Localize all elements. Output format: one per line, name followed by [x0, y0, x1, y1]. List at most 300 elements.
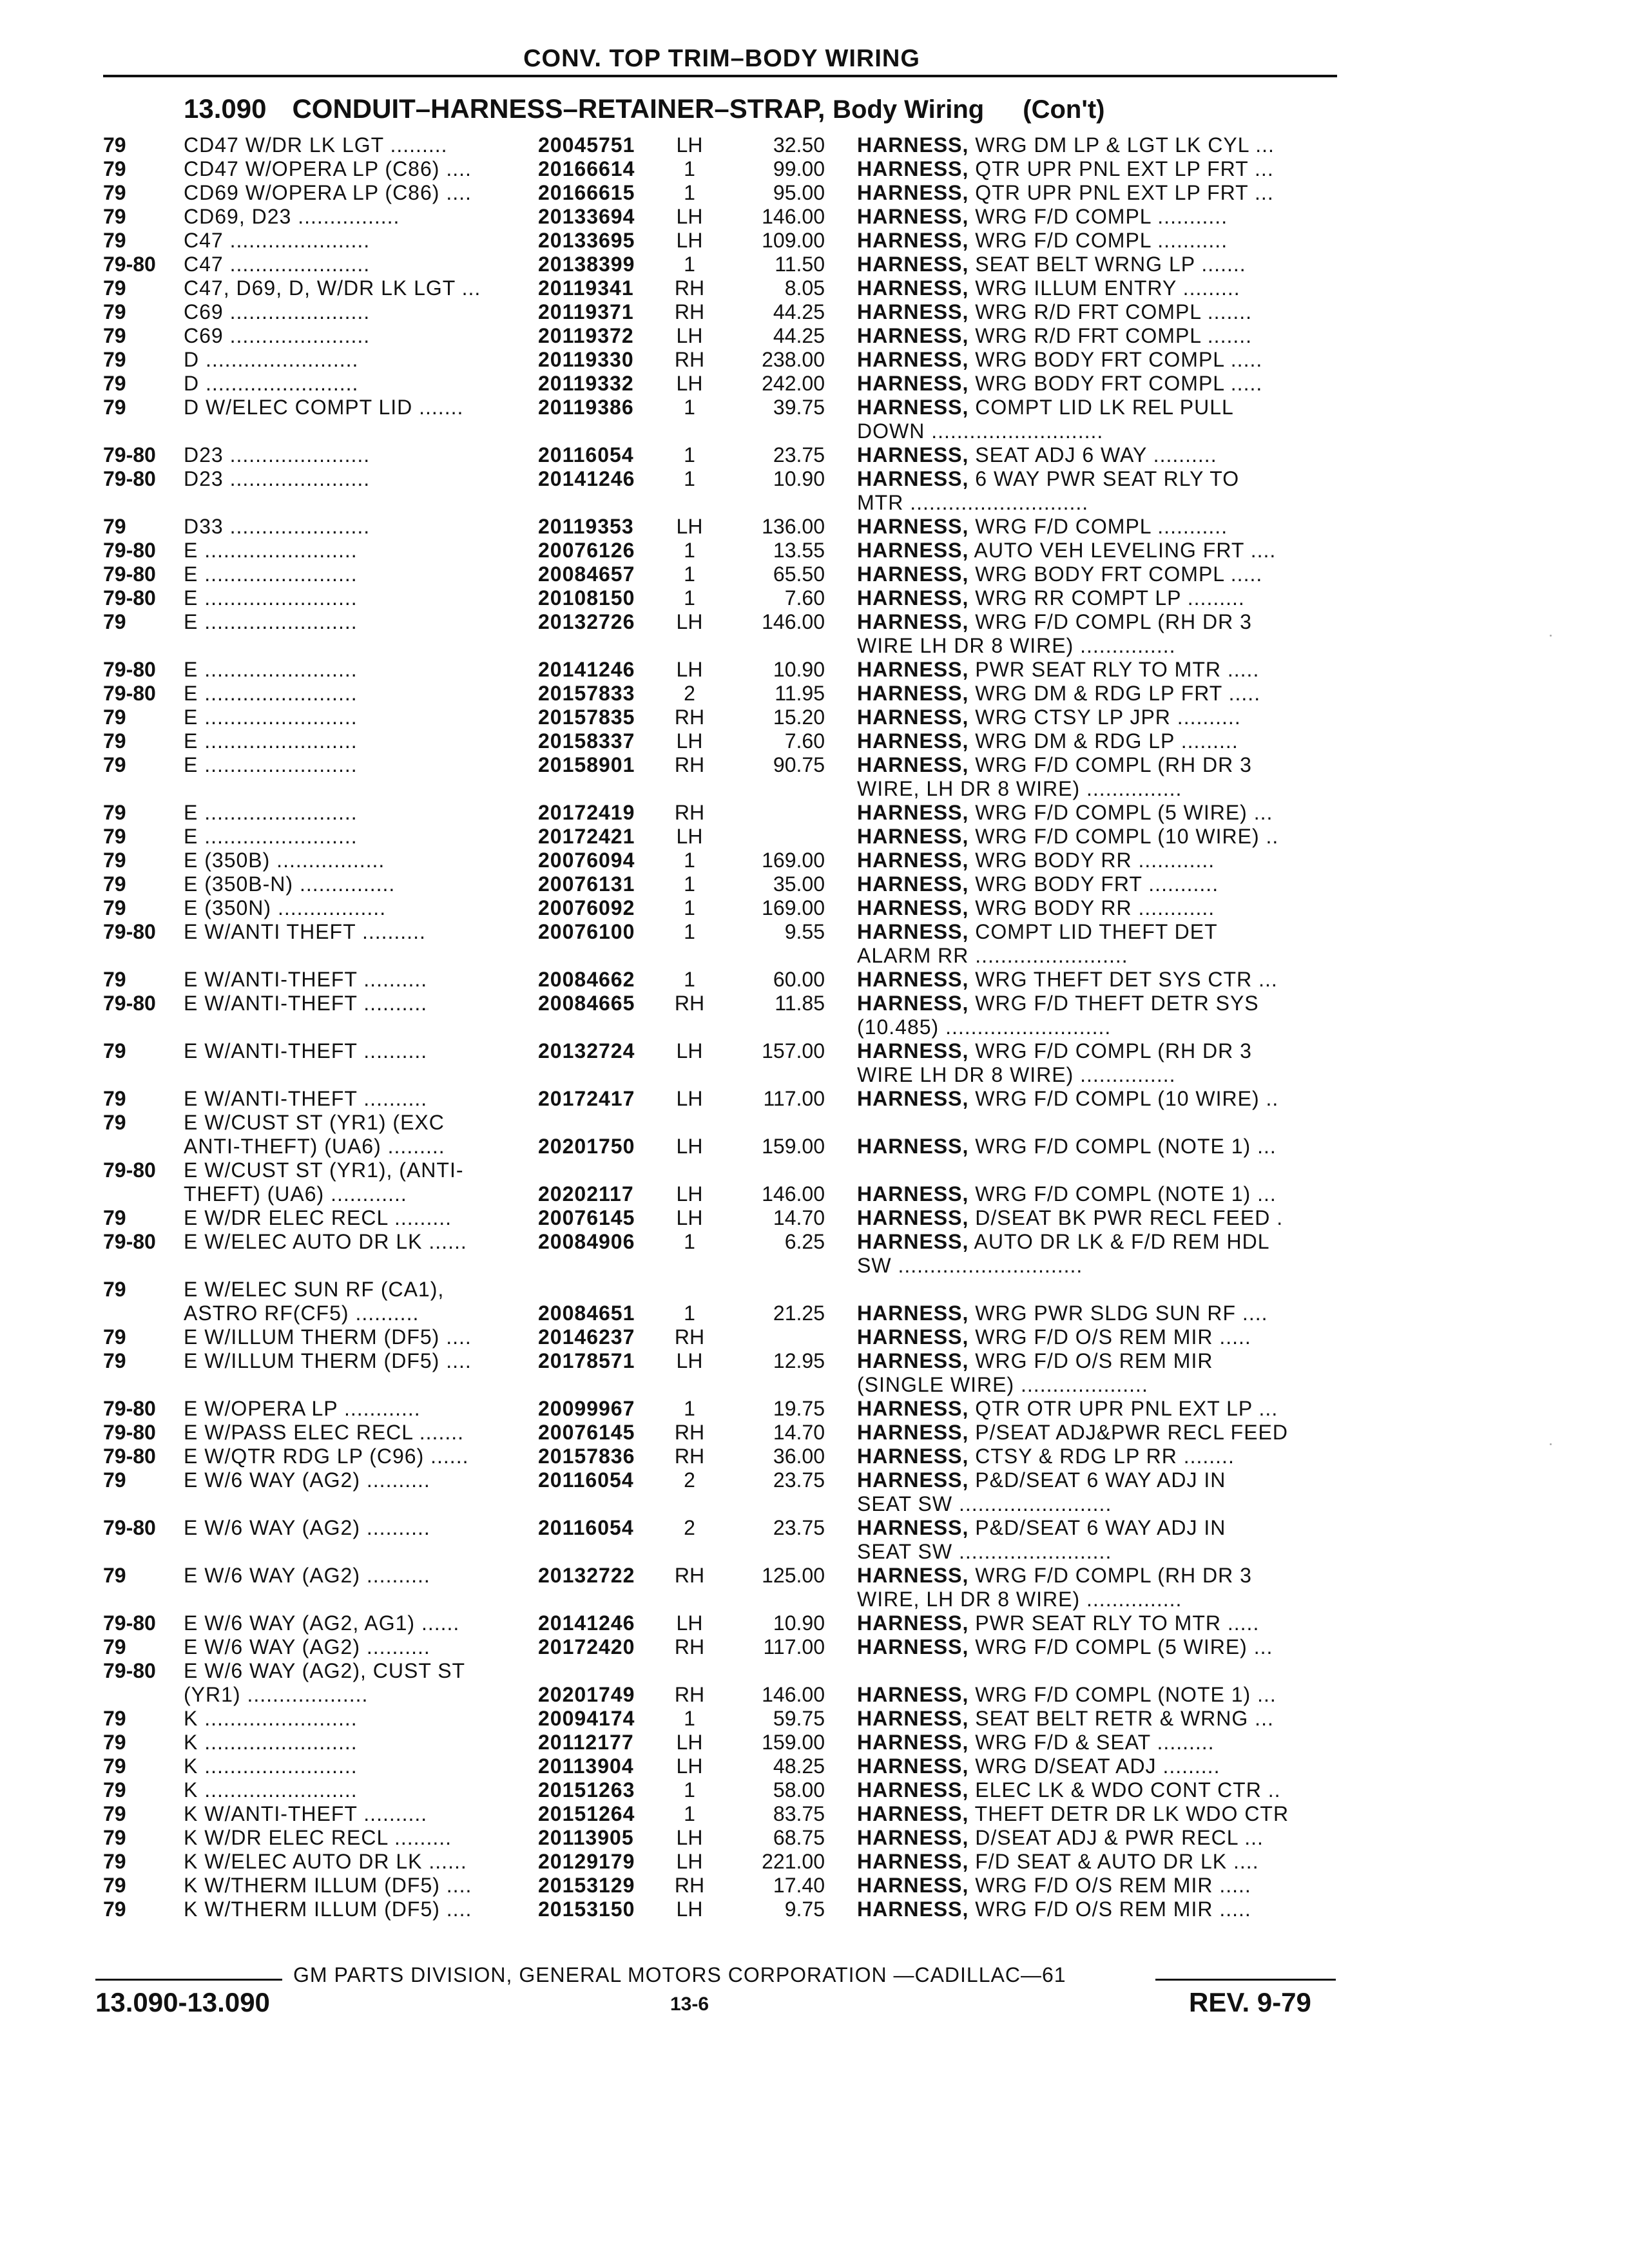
table-row [0, 1325, 1629, 1349]
price: 7.60 [784, 729, 825, 753]
table-row [0, 777, 1629, 801]
part-number: 20172417 [538, 1087, 635, 1110]
model-year: 79 [103, 1087, 126, 1110]
description: HARNESS, CTSY & RDG LP RR ........ [857, 1445, 1235, 1468]
model-application: E ........................ [184, 729, 358, 753]
model-year: 79 [103, 849, 126, 872]
quantity: 1 [684, 1230, 695, 1253]
description: HARNESS, D/SEAT ADJ & PWR RECL ... [857, 1826, 1264, 1849]
model-application: E W/ANTI THEFT .......... [184, 920, 426, 943]
footer-rule-left [95, 1979, 282, 1981]
model-application: K W/ANTI-THEFT .......... [184, 1802, 428, 1825]
quantity: 1 [684, 1302, 695, 1325]
part-number: 20076094 [538, 849, 635, 872]
part-number: 20129179 [538, 1850, 635, 1873]
description: HARNESS, QTR UPR PNL EXT LP FRT ... [857, 157, 1274, 180]
description: SEAT SW ........................ [857, 1540, 1112, 1563]
quantity: LH [676, 1611, 703, 1635]
description: HARNESS, WRG F/D O/S REM MIR ..... [857, 1325, 1251, 1349]
model-application: E ........................ [184, 539, 358, 562]
description: HARNESS, WRG RR COMPT LP ......... [857, 586, 1245, 610]
description: HARNESS, WRG F/D COMPL (5 WIRE) ... [857, 801, 1273, 824]
quantity: RH [674, 992, 705, 1015]
footer-center-text: GM PARTS DIVISION, GENERAL MOTORS CORPORATION —CADILLAC—61 [293, 1963, 1066, 1986]
quantity: RH [674, 1635, 705, 1658]
quantity: 1 [684, 1397, 695, 1420]
part-number: 20132722 [538, 1564, 635, 1587]
quantity: LH [676, 1826, 703, 1849]
model-year: 79 [103, 229, 126, 252]
model-year: 79-80 [103, 1397, 156, 1420]
model-application: E ........................ [184, 658, 358, 681]
model-application: ANTI-THEFT) (UA6) ......... [184, 1135, 445, 1158]
table-row [0, 443, 1629, 467]
description: HARNESS, WRG BODY FRT ........... [857, 872, 1219, 896]
price: 146.00 [762, 205, 825, 228]
price: 169.00 [762, 849, 825, 872]
price: 9.75 [784, 1898, 825, 1921]
part-number: 20141246 [538, 658, 635, 681]
part-number: 20084662 [538, 968, 635, 991]
table-row [0, 1802, 1629, 1826]
table-row [0, 1516, 1629, 1540]
footer-rule-right [1155, 1979, 1336, 1981]
table-row [0, 1564, 1629, 1588]
table-row [0, 729, 1629, 753]
price: 11.85 [775, 992, 825, 1015]
table-row [0, 1659, 1629, 1683]
price: 10.90 [773, 467, 825, 490]
table-row [0, 968, 1629, 992]
description: HARNESS, WRG F/D COMPL ........... [857, 205, 1228, 228]
quantity: RH [674, 348, 705, 371]
model-application: E ........................ [184, 753, 358, 776]
description: WIRE LH DR 8 WIRE) ............... [857, 634, 1176, 657]
scan-speck [1550, 1443, 1552, 1445]
part-number: 20132726 [538, 610, 635, 633]
model-year: 79 [103, 515, 126, 538]
model-application: E ........................ [184, 801, 358, 824]
model-year: 79-80 [103, 992, 156, 1015]
part-number: 20157833 [538, 682, 635, 705]
description: HARNESS, WRG R/D FRT COMPL ....... [857, 300, 1253, 323]
price: 146.00 [762, 610, 825, 633]
quantity: LH [676, 1850, 703, 1873]
price: 35.00 [773, 872, 825, 896]
model-year: 79 [103, 753, 126, 776]
model-year: 79 [103, 1898, 126, 1921]
table-row [0, 300, 1629, 324]
part-number: 20076131 [538, 872, 635, 896]
model-year: 79 [103, 825, 126, 848]
price: 146.00 [762, 1182, 825, 1206]
table-row [0, 1302, 1629, 1325]
description: HARNESS, AUTO VEH LEVELING FRT .... [857, 539, 1277, 562]
quantity: 1 [684, 586, 695, 610]
model-application: K W/DR ELEC RECL ......... [184, 1826, 452, 1849]
quantity: LH [676, 229, 703, 252]
description: HARNESS, COMPT LID LK REL PULL [857, 396, 1234, 419]
model-year: 79 [103, 1731, 126, 1754]
description: (SINGLE WIRE) .................... [857, 1373, 1148, 1396]
description: HARNESS, D/SEAT BK PWR RECL FEED . [857, 1206, 1284, 1229]
quantity: LH [676, 372, 703, 395]
quantity: RH [674, 753, 705, 776]
model-application: D W/ELEC COMPT LID ....... [184, 396, 464, 419]
table-row [0, 610, 1629, 634]
description: HARNESS, WRG BODY RR ............ [857, 849, 1215, 872]
model-application: E W/ANTI-THEFT .......... [184, 1087, 428, 1110]
table-row [0, 1754, 1629, 1778]
table-row [0, 419, 1629, 443]
price: 15.20 [773, 706, 825, 729]
model-year: 79 [103, 872, 126, 896]
description: HARNESS, QTR OTR UPR PNL EXT LP ... [857, 1397, 1278, 1420]
parts-table [0, 133, 1629, 1921]
part-number: 20133695 [538, 229, 635, 252]
part-number: 20172420 [538, 1635, 635, 1658]
part-number: 20202117 [538, 1182, 634, 1206]
description: HARNESS, WRG F/D O/S REM MIR ..... [857, 1874, 1251, 1897]
model-year: 79 [103, 324, 126, 347]
model-year: 79-80 [103, 467, 156, 490]
part-number: 20146237 [538, 1325, 635, 1349]
description: HARNESS, 6 WAY PWR SEAT RLY TO [857, 467, 1240, 490]
table-row [0, 1158, 1629, 1182]
description: MTR ............................ [857, 491, 1089, 514]
quantity: 1 [684, 181, 695, 204]
model-application: E W/ELEC SUN RF (CA1), [184, 1278, 445, 1301]
table-row [0, 1850, 1629, 1874]
description: HARNESS, WRG F/D COMPL ........... [857, 515, 1228, 538]
description: HARNESS, WRG THEFT DET SYS CTR ... [857, 968, 1278, 991]
table-row [0, 539, 1629, 562]
model-year: 79 [103, 1111, 126, 1134]
model-year: 79 [103, 1754, 126, 1778]
model-application: C47, D69, D, W/DR LK LGT ... [184, 276, 481, 300]
section-subtitle: Body Wiring [833, 95, 985, 124]
quantity: LH [676, 205, 703, 228]
description: HARNESS, WRG F/D COMPL (RH DR 3 [857, 1564, 1252, 1587]
table-row [0, 1683, 1629, 1707]
model-application: E W/PASS ELEC RECL ....... [184, 1421, 464, 1444]
table-row [0, 1015, 1629, 1039]
part-number: 20141246 [538, 467, 635, 490]
model-application: E (350B) ................. [184, 849, 385, 872]
model-application: K ........................ [184, 1707, 358, 1730]
model-application: C69 ...................... [184, 324, 371, 347]
model-year: 79 [103, 300, 126, 323]
part-number: 20153150 [538, 1898, 635, 1921]
table-row [0, 1063, 1629, 1087]
price: 99.00 [773, 157, 825, 180]
price: 159.00 [762, 1135, 825, 1158]
model-year: 79-80 [103, 920, 156, 943]
table-row [0, 133, 1629, 157]
price: 6.25 [784, 1230, 825, 1253]
table-row [0, 634, 1629, 658]
model-application: K ........................ [184, 1754, 358, 1778]
table-row [0, 920, 1629, 944]
price: 36.00 [773, 1445, 825, 1468]
model-year: 79-80 [103, 1421, 156, 1444]
model-application: (YR1) ................... [184, 1683, 369, 1706]
part-number: 20112177 [538, 1731, 634, 1754]
part-number: 20119332 [538, 372, 634, 395]
table-row [0, 157, 1629, 181]
table-row [0, 562, 1629, 586]
price: 39.75 [773, 396, 825, 419]
page-title: CONV. TOP TRIM–BODY WIRING [523, 45, 920, 72]
part-number: 20158901 [538, 753, 635, 776]
model-year: 79 [103, 1564, 126, 1587]
quantity: 1 [684, 849, 695, 872]
description: HARNESS, WRG CTSY LP JPR .......... [857, 706, 1241, 729]
description: HARNESS, WRG DM & RDG LP ......... [857, 729, 1239, 753]
part-number: 20153129 [538, 1874, 635, 1897]
table-row [0, 1349, 1629, 1373]
footer-page-number: 13-6 [670, 1994, 709, 2015]
model-application: E W/6 WAY (AG2, AG1) ...... [184, 1611, 460, 1635]
model-year: 79-80 [103, 1158, 156, 1182]
quantity: RH [674, 1683, 705, 1706]
model-year: 79 [103, 1778, 126, 1802]
description: HARNESS, WRG R/D FRT COMPL ....... [857, 324, 1253, 347]
quantity: LH [676, 1087, 703, 1110]
model-year: 79 [103, 896, 126, 919]
quantity: 2 [684, 1516, 695, 1539]
table-row [0, 1373, 1629, 1397]
section-title: CONDUIT–HARNESS–RETAINER–STRAP, [292, 93, 825, 124]
model-application: E W/ANTI-THEFT .......... [184, 992, 428, 1015]
price: 242.00 [762, 372, 825, 395]
description: HARNESS, WRG F/D O/S REM MIR ..... [857, 1898, 1251, 1921]
description: SW ............................. [857, 1254, 1083, 1277]
description: HARNESS, WRG F/D COMPL (RH DR 3 [857, 753, 1252, 776]
description: HARNESS, WRG F/D O/S REM MIR [857, 1349, 1213, 1372]
model-year: 79 [103, 1707, 126, 1730]
table-row [0, 658, 1629, 682]
description: HARNESS, WRG F/D COMPL (RH DR 3 [857, 610, 1252, 633]
model-year: 79 [103, 1278, 126, 1301]
model-year: 79 [103, 133, 126, 157]
table-row [0, 1087, 1629, 1111]
quantity: LH [676, 825, 703, 848]
part-number: 20116054 [538, 443, 634, 466]
model-year: 79 [103, 1325, 126, 1349]
model-application: E W/CUST ST (YR1) (EXC [184, 1111, 445, 1134]
table-row [0, 253, 1629, 276]
model-application: D23 ...................... [184, 443, 371, 466]
table-row [0, 753, 1629, 777]
model-application: CD47 W/DR LK LGT ......... [184, 133, 448, 157]
quantity: RH [674, 801, 705, 824]
model-application: D ........................ [184, 348, 359, 371]
model-application: E ........................ [184, 825, 358, 848]
part-number: 20166614 [538, 157, 635, 180]
quantity: LH [676, 1039, 703, 1062]
model-application: E W/6 WAY (AG2), CUST ST [184, 1659, 466, 1682]
quantity: 1 [684, 1802, 695, 1825]
description: HARNESS, P&D/SEAT 6 WAY ADJ IN [857, 1516, 1226, 1539]
table-row [0, 1254, 1629, 1278]
table-row [0, 706, 1629, 729]
model-year: 79-80 [103, 1445, 156, 1468]
table-row [0, 1445, 1629, 1468]
price: 8.05 [784, 276, 825, 300]
description: HARNESS, WRG F/D & SEAT ......... [857, 1731, 1215, 1754]
description: HARNESS, QTR UPR PNL EXT LP FRT ... [857, 181, 1274, 204]
model-year: 79-80 [103, 253, 156, 276]
model-application: D ........................ [184, 372, 359, 395]
quantity: LH [676, 515, 703, 538]
part-number: 20084665 [538, 992, 635, 1015]
quantity: 1 [684, 1707, 695, 1730]
part-number: 20119371 [538, 300, 634, 323]
price: 95.00 [773, 181, 825, 204]
part-number: 20113905 [538, 1826, 634, 1849]
table-row [0, 229, 1629, 253]
table-row [0, 205, 1629, 229]
model-year: 79 [103, 205, 126, 228]
price: 157.00 [762, 1039, 825, 1062]
model-year: 79 [103, 1874, 126, 1897]
price: 125.00 [762, 1564, 825, 1587]
quantity: LH [676, 610, 703, 633]
price: 14.70 [773, 1421, 825, 1444]
table-row [0, 992, 1629, 1015]
model-application: E ........................ [184, 682, 358, 705]
part-number: 20076145 [538, 1206, 635, 1229]
table-row [0, 1611, 1629, 1635]
quantity: 1 [684, 562, 695, 586]
part-number: 20119386 [538, 396, 634, 419]
footer-left-code: 13.090-13.090 [95, 1987, 270, 2017]
table-row [0, 1898, 1629, 1921]
footer-revision: REV. 9-79 [1189, 1987, 1311, 2017]
quantity: LH [676, 1754, 703, 1778]
model-application: K ........................ [184, 1778, 358, 1802]
part-number: 20166615 [538, 181, 635, 204]
model-application: D23 ...................... [184, 467, 371, 490]
model-year: 79-80 [103, 1516, 156, 1539]
model-year: 79 [103, 1349, 126, 1372]
model-year: 79 [103, 372, 126, 395]
price: 136.00 [762, 515, 825, 538]
model-application: E W/ILLUM THERM (DF5) .... [184, 1349, 472, 1372]
table-row [0, 1397, 1629, 1421]
part-number: 20119330 [538, 348, 634, 371]
model-year: 79 [103, 1468, 126, 1492]
description: HARNESS, WRG F/D THEFT DETR SYS [857, 992, 1259, 1015]
model-application: E W/DR ELEC RECL ......... [184, 1206, 452, 1229]
model-application: E W/ILLUM THERM (DF5) .... [184, 1325, 472, 1349]
table-row [0, 1874, 1629, 1898]
part-number: 20157836 [538, 1445, 635, 1468]
part-number: 20119372 [538, 324, 634, 347]
part-number: 20045751 [538, 133, 635, 157]
model-application: E ........................ [184, 586, 358, 610]
description: HARNESS, WRG D/SEAT ADJ ......... [857, 1754, 1220, 1778]
price: 19.75 [773, 1397, 825, 1420]
part-number: 20076126 [538, 539, 635, 562]
price: 117.00 [763, 1635, 825, 1658]
model-year: 79 [103, 348, 126, 371]
model-application: E (350N) ................. [184, 896, 387, 919]
quantity: 2 [684, 1468, 695, 1492]
model-application: E W/QTR RDG LP (C96) ...... [184, 1445, 469, 1468]
description: HARNESS, WRG F/D COMPL (NOTE 1) ... [857, 1135, 1277, 1158]
description: HARNESS, P/SEAT ADJ&PWR RECL FEED [857, 1421, 1288, 1444]
model-application: E W/6 WAY (AG2) .......... [184, 1564, 430, 1587]
model-application: E W/6 WAY (AG2) .......... [184, 1468, 430, 1492]
price: 109.00 [762, 229, 825, 252]
table-row [0, 467, 1629, 491]
price: 17.40 [773, 1874, 825, 1897]
table-row [0, 1182, 1629, 1206]
scan-speck [1550, 635, 1552, 637]
model-application: C47 ...................... [184, 229, 371, 252]
description: HARNESS, SEAT ADJ 6 WAY .......... [857, 443, 1217, 466]
price: 11.95 [775, 682, 825, 705]
price: 65.50 [773, 562, 825, 586]
table-row [0, 1731, 1629, 1754]
price: 32.50 [773, 133, 825, 157]
model-application: E W/ANTI-THEFT .......... [184, 1039, 428, 1062]
quantity: RH [674, 1421, 705, 1444]
price: 83.75 [773, 1802, 825, 1825]
table-row [0, 324, 1629, 348]
quantity: LH [676, 1182, 703, 1206]
table-row [0, 1588, 1629, 1611]
description: WIRE LH DR 8 WIRE) ............... [857, 1063, 1176, 1086]
description: HARNESS, WRG DM LP & LGT LK CYL ... [857, 133, 1275, 157]
description: HARNESS, WRG BODY RR ............ [857, 896, 1215, 919]
price: 9.55 [784, 920, 825, 943]
table-row [0, 1635, 1629, 1659]
model-year: 79 [103, 1802, 126, 1825]
quantity: LH [676, 1898, 703, 1921]
quantity: 1 [684, 968, 695, 991]
table-row [0, 1421, 1629, 1445]
model-year: 79-80 [103, 1611, 156, 1635]
part-number: 20138399 [538, 253, 635, 276]
model-year: 79 [103, 157, 126, 180]
quantity: RH [674, 1874, 705, 1897]
description: HARNESS, WRG F/D COMPL ........... [857, 229, 1228, 252]
description: HARNESS, WRG ILLUM ENTRY ......... [857, 276, 1240, 300]
model-application: E (350B-N) ............... [184, 872, 396, 896]
price: 44.25 [773, 300, 825, 323]
part-number: 20157835 [538, 706, 635, 729]
description: WIRE, LH DR 8 WIRE) ............... [857, 1588, 1182, 1611]
model-year: 79 [103, 968, 126, 991]
table-row [0, 1206, 1629, 1230]
part-number: 20151264 [538, 1802, 635, 1825]
table-row [0, 682, 1629, 706]
price: 68.75 [773, 1826, 825, 1849]
price: 146.00 [762, 1683, 825, 1706]
model-year: 79-80 [103, 539, 156, 562]
table-row [0, 1230, 1629, 1254]
section-heading [184, 93, 1104, 124]
price: 10.90 [773, 658, 825, 681]
title-rule [103, 75, 1337, 77]
table-row [0, 396, 1629, 419]
quantity: 1 [684, 157, 695, 180]
price: 60.00 [773, 968, 825, 991]
model-year: 79 [103, 1826, 126, 1849]
